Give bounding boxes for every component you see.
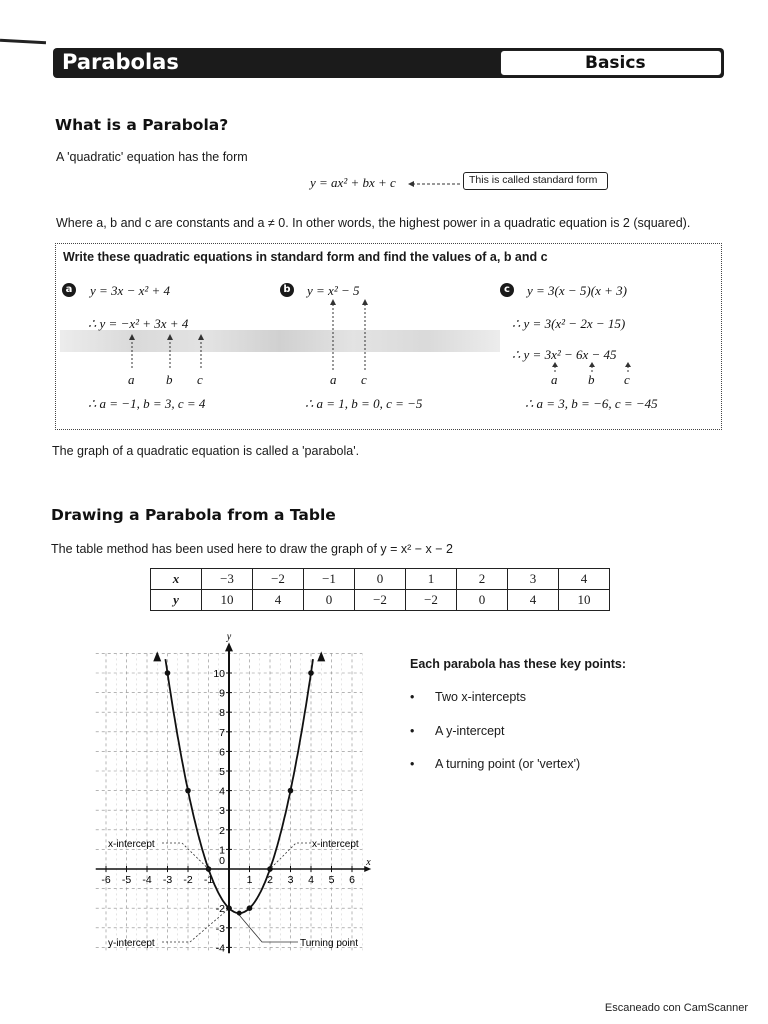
- x-tick-label: 5: [328, 874, 335, 886]
- table-cell: 10: [202, 590, 253, 611]
- standard-form-equation: y = ax² + bx + c: [310, 175, 396, 190]
- y-axis-label: y: [226, 631, 232, 643]
- table-cell: 10: [559, 590, 610, 611]
- x-tick-label: 6: [349, 874, 355, 886]
- data-point: [308, 670, 314, 676]
- example-b-equation: y = x² − 5: [307, 283, 360, 298]
- marker-c-icon: c: [500, 283, 514, 297]
- y-tick-label: -3: [215, 922, 225, 935]
- y-axis-arrow-icon: [225, 642, 233, 651]
- example-a-equation: y = 3x − x² + 4: [90, 283, 171, 298]
- coef-label: c: [624, 372, 630, 387]
- table-header-x: x: [151, 569, 202, 590]
- example-c-equation: y = 3(x − 5)(x + 3): [527, 283, 627, 298]
- example-b-result: ∴ a = 1, b = 0, c = −5: [305, 396, 423, 411]
- page-title: Parabolas: [62, 50, 179, 74]
- table-cell: 4: [253, 590, 304, 611]
- x-tick-label: 4: [308, 874, 314, 886]
- key-point-item: A turning point (or 'vertex'): [435, 757, 581, 771]
- coef-label: b: [588, 372, 595, 387]
- y-tick-label: 8: [219, 707, 225, 720]
- table-cell: 2: [457, 569, 508, 590]
- table-cell: 0: [304, 590, 355, 611]
- key-point-item: Two x-intercepts: [435, 690, 527, 704]
- table-cell: 1: [406, 569, 457, 590]
- y-tick-label: -4: [215, 942, 225, 955]
- data-point: [288, 788, 294, 794]
- bullet-icon: •: [410, 690, 415, 704]
- constants-text: Where a, b and c are constants and a ≠ 0. In other words, the highest power in a quadratic equation is 2 (squared).: [56, 216, 691, 230]
- key-point-item: A y-intercept: [435, 724, 505, 738]
- data-point: [165, 670, 171, 676]
- x-tick-label: 3: [287, 874, 294, 886]
- annotation-leader: [239, 915, 298, 942]
- section-heading-drawing: Drawing a Parabola from a Table: [51, 506, 336, 524]
- table-cell: −2: [355, 590, 406, 611]
- coef-label: a: [330, 372, 337, 387]
- examples-instruction: Write these quadratic equations in standard form and find the values of a, b and c: [63, 250, 548, 264]
- y-tick-label: 4: [219, 785, 225, 798]
- x-axis-label: x: [366, 857, 371, 868]
- y-tick-label: 1: [219, 844, 225, 857]
- curve-arrow-icon: [317, 651, 325, 661]
- section-heading-what-is: What is a Parabola?: [55, 116, 229, 134]
- x-tick-label: 2: [267, 874, 273, 886]
- y-tick-label: 10: [213, 668, 225, 680]
- x-tick-label: -1: [203, 874, 214, 886]
- x-tick-label: -5: [121, 874, 132, 886]
- table-cell: 0: [457, 590, 508, 611]
- table-header-y: y: [151, 590, 202, 611]
- y-tick-label: 5: [219, 766, 225, 778]
- table-cell: −2: [253, 569, 304, 590]
- annotation-label: Turning point: [300, 938, 358, 949]
- data-point: [185, 788, 191, 794]
- data-point: [226, 905, 232, 911]
- data-point: [247, 905, 253, 911]
- y-tick-label: 9: [219, 687, 225, 700]
- annotation-label: x-intercept: [108, 839, 155, 850]
- table-cell: 0: [355, 569, 406, 590]
- example-c-result: ∴ a = 3, b = −6, c = −45: [525, 396, 658, 411]
- y-tick-label: 2: [219, 824, 225, 837]
- scanner-watermark: Escaneado con CamScanner: [604, 1002, 748, 1014]
- key-points-heading: Each parabola has these key points:: [410, 657, 627, 671]
- table-cell: −2: [406, 590, 457, 611]
- coef-label: a: [128, 372, 135, 387]
- intro-text: A 'quadratic' equation has the form: [56, 150, 248, 164]
- marker-a-icon: a: [62, 283, 76, 297]
- table-cell: −3: [202, 569, 253, 590]
- y-tick-label: 3: [219, 805, 225, 818]
- annotation-label: y-intercept: [108, 938, 155, 949]
- example-a-result: ∴ a = −1, b = 3, c = 4: [88, 396, 206, 411]
- example-c-step1: ∴ y = 3(x² − 2x − 15): [512, 316, 626, 331]
- y-tick-label: -2: [215, 903, 225, 916]
- graph-sentence: The graph of a quadratic equation is called a 'parabola'.: [52, 444, 360, 458]
- table-cell: 4: [559, 569, 610, 590]
- marker-b-icon: b: [280, 283, 294, 297]
- x-tick-label: -2: [183, 874, 193, 886]
- coef-label: b: [166, 372, 173, 387]
- x-tick-label: 1: [246, 874, 253, 886]
- x-tick-label: -4: [142, 874, 152, 886]
- bullet-icon: •: [410, 757, 415, 771]
- coef-label: a: [551, 372, 558, 387]
- table-cell: −1: [304, 569, 355, 590]
- curve-arrow-icon: [153, 651, 161, 661]
- coef-label: c: [197, 372, 203, 387]
- y-tick-label: 7: [219, 726, 225, 739]
- example-a-step1: ∴ y = −x² + 3x + 4: [88, 316, 189, 331]
- annotation-label: x-intercept: [312, 839, 359, 850]
- table-intro: The table method has been used here to draw the graph of y = x² − x − 2: [51, 542, 453, 556]
- header-tag: Basics: [585, 53, 646, 73]
- coef-label: c: [361, 372, 367, 387]
- y-tick-label: 6: [219, 746, 225, 759]
- x-tick-label: -3: [162, 874, 173, 886]
- bullet-icon: •: [410, 724, 415, 738]
- standard-form-note: This is called standard form: [469, 174, 598, 186]
- table-cell: 3: [508, 569, 559, 590]
- table-cell: 4: [508, 590, 559, 611]
- x-tick-label: 0: [219, 855, 225, 867]
- turning-point: [237, 911, 242, 916]
- example-c-step2: ∴ y = 3x² − 6x − 45: [512, 347, 617, 362]
- x-tick-label: -6: [101, 874, 111, 886]
